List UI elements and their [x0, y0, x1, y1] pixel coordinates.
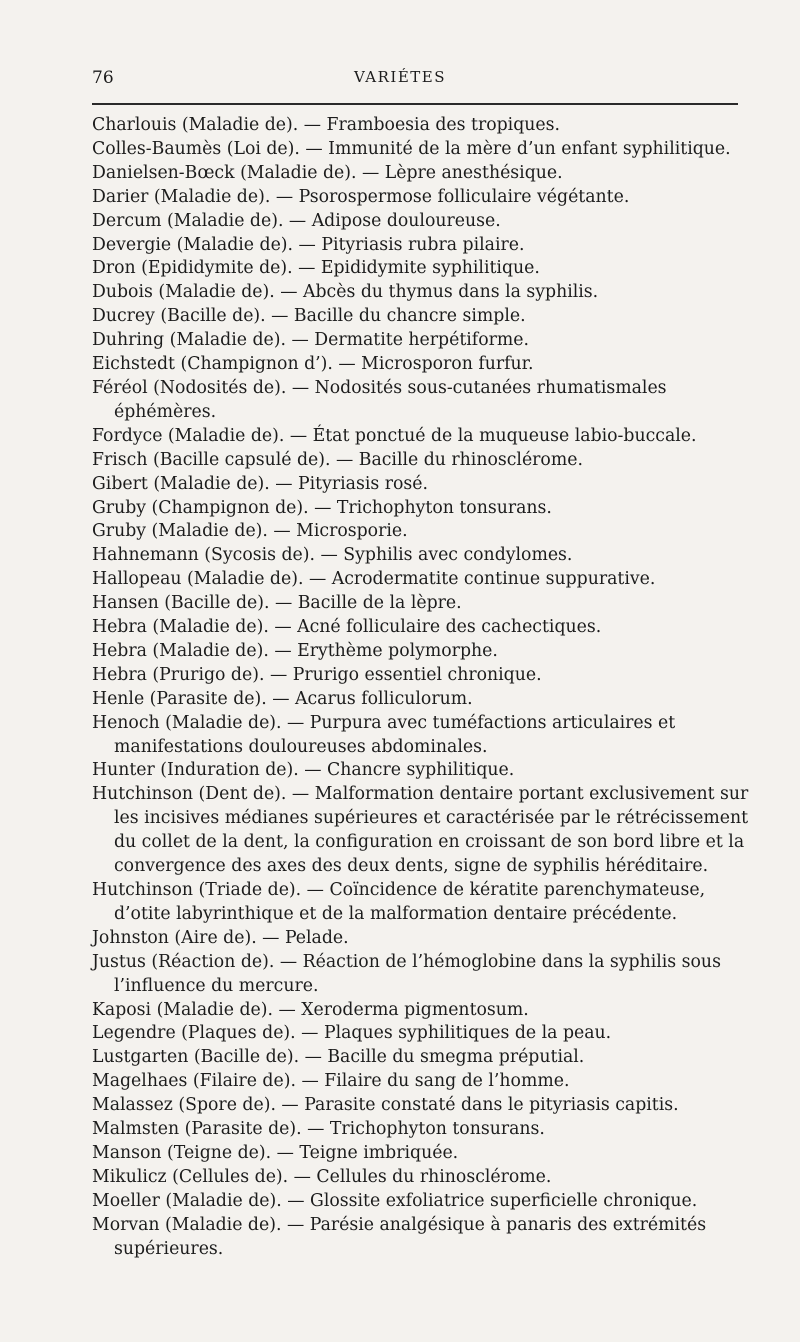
- list-item: Dercum (Maladie de). — Adipose douloureuse.: [92, 210, 501, 231]
- list-item: Moeller (Maladie de). — Glossite exfoliatrice superficielle chronique.: [92, 1190, 698, 1211]
- list-item: Dubois (Maladie de). — Abcès du thymus dans la syphilis.: [92, 282, 599, 303]
- list-item: Charlouis (Maladie de). — Framboesia des tropiques.: [92, 115, 560, 135]
- list-item: Legendre (Plaques de). — Plaques syphilitiques de la peau.: [92, 1023, 612, 1044]
- list-item: Kaposi (Maladie de). — Xeroderma pigmentosum.: [92, 999, 529, 1020]
- list-item: Danielsen-Bœck (Maladie de). — Lèpre anesthésique.: [92, 162, 563, 183]
- list-item: Fordyce (Maladie de). — État ponctué de la muqueuse labio-buccale.: [92, 425, 697, 446]
- list-item: Henoch (Maladie de). — Purpura avec tuméfactions articulaires et manifestations douloureuses abdominales.: [92, 712, 676, 757]
- list-item: Darier (Maladie de). — Psorospermose folliculaire végétante.: [92, 186, 630, 207]
- list-item: Frisch (Bacille capsulé de). — Bacille du rhinosclérome.: [92, 449, 583, 470]
- list-item: Eichstedt (Champignon d’). — Microsporon furfur.: [92, 354, 534, 375]
- list-item: Hebra (Prurigo de). — Prurigo essentiel chronique.: [92, 664, 542, 685]
- list-item: Gruby (Champignon de). — Trichophyton tonsurans.: [92, 497, 552, 518]
- list-item: Ducrey (Bacille de). — Bacille du chancre simple.: [92, 306, 526, 327]
- list-item: Gruby (Maladie de). — Microsporie.: [92, 521, 408, 542]
- list-item: Mikulicz (Cellules de). — Cellules du rhinosclérome.: [92, 1166, 552, 1187]
- list-item: Colles-Baumès (Loi de). — Immunité de la mère d’un enfant syphilitique.: [92, 138, 731, 159]
- list-item: Gibert (Maladie de). — Pityriasis rosé.: [92, 473, 428, 494]
- list-item: Malmsten (Parasite de). — Trichophyton tonsurans.: [92, 1119, 545, 1140]
- list-item: Hutchinson (Dent de). — Malformation dentaire portant exclusivement sur les incisives médianes supérieures et caractérisée par le rétrécissement du collet de la dent, la configuration en croissant de son bord libre et la convergence des axes des deux dents, signe de syphilis héréditaire.: [92, 784, 749, 877]
- list-item: Hunter (Induration de). — Chancre syphilitique.: [92, 760, 515, 781]
- list-item: Lustgarten (Bacille de). — Bacille du smegma préputial.: [92, 1047, 585, 1068]
- eponym-list: [92, 114, 752, 1262]
- list-item: Duhring (Maladie de). — Dermatite herpétiforme.: [92, 330, 529, 351]
- list-item: Hahnemann (Sycosis de). — Syphilis avec condylomes.: [92, 545, 573, 566]
- list-item: Justus (Réaction de). — Réaction de l’hémoglobine dans la syphilis sous l’influence du mercure.: [92, 951, 721, 996]
- page-number: 76: [92, 68, 114, 88]
- list-item: Johnston (Aire de). — Pelade.: [92, 927, 349, 948]
- header-rule: [92, 103, 738, 105]
- list-item: Hebra (Maladie de). — Acné folliculaire des cachectiques.: [92, 617, 602, 638]
- list-item: Manson (Teigne de). — Teigne imbriquée.: [92, 1142, 459, 1163]
- list-item: Hansen (Bacille de). — Bacille de la lèpre.: [92, 593, 462, 614]
- list-item: Dron (Epididymite de). — Epididymite syphilitique.: [92, 258, 540, 279]
- list-item: Féréol (Nodosités de). — Nodosités sous-cutanées rhumatismales éphémères.: [92, 377, 667, 422]
- list-item: Malassez (Spore de). — Parasite constaté dans le pityriasis capitis.: [92, 1095, 679, 1116]
- list-item: Magelhaes (Filaire de). — Filaire du sang de l’homme.: [92, 1071, 570, 1092]
- list-item: Hebra (Maladie de). — Erythème polymorphe.: [92, 640, 498, 661]
- list-item: Hutchinson (Triade de). — Coïncidence de kératite parenchymateuse, d’otite labyrinthique et de la malformation dentaire précédente.: [92, 880, 706, 924]
- list-item: Morvan (Maladie de). — Parésie analgésique à panaris des extrémités supérieures.: [92, 1214, 707, 1259]
- list-item: Devergie (Maladie de). — Pityriasis rubra pilaire.: [92, 234, 525, 255]
- running-title: VARIÉTES: [353, 68, 447, 86]
- list-item: Hallopeau (Maladie de). — Acrodermatite continue suppurative.: [92, 569, 656, 590]
- list-item: Henle (Parasite de). — Acarus folliculorum.: [92, 688, 473, 709]
